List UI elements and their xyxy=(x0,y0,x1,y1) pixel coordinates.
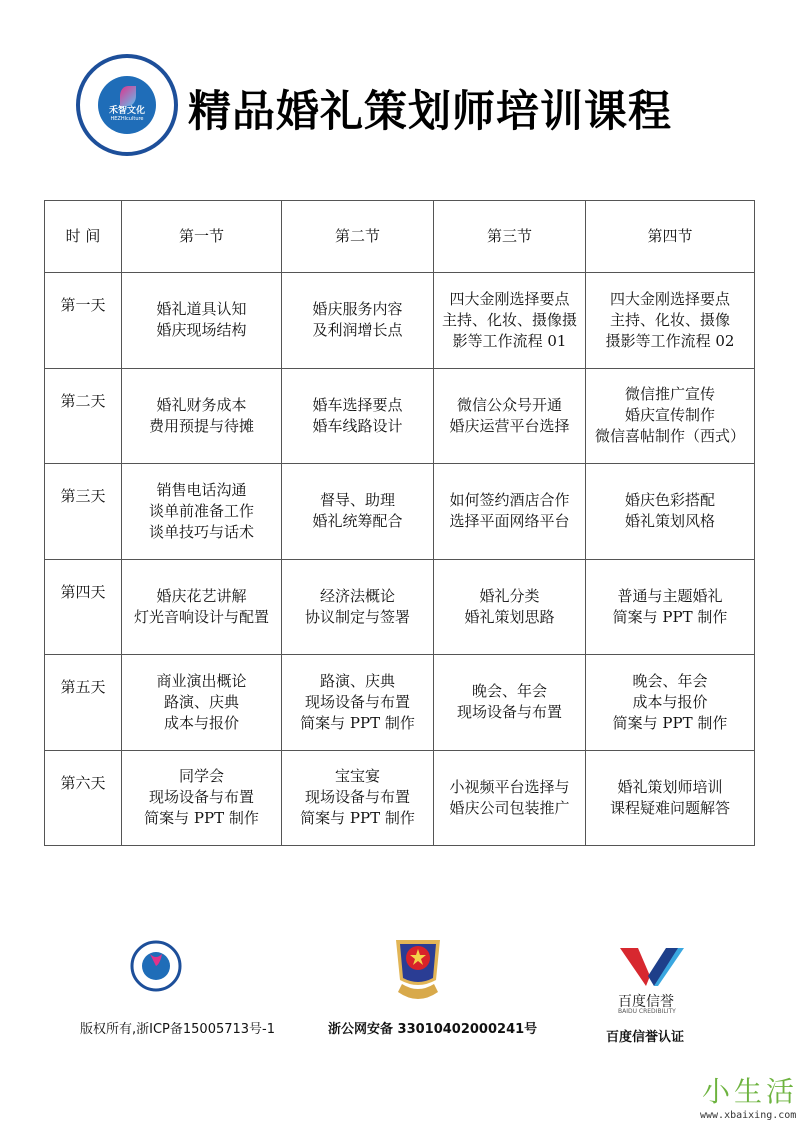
session-cell xyxy=(434,750,586,846)
session-line: 婚礼道具认知 xyxy=(156,300,247,319)
baidu-logo-text: 百度信誉 xyxy=(618,994,674,1010)
session-line: 课程疑难问题解答 xyxy=(609,798,730,817)
session-line: 婚车线路设计 xyxy=(312,416,403,435)
session-line: 宝宝宴 xyxy=(334,767,380,786)
session-line: 四大金刚选择要点 xyxy=(609,289,730,308)
session-line: 简案与 PPT 制作 xyxy=(612,713,728,732)
session-cell xyxy=(122,750,282,846)
session-line: 摄影等工作流程 02 xyxy=(605,331,735,350)
session-line: 现场设备与布置 xyxy=(456,703,562,722)
session-line: 婚庆服务内容 xyxy=(312,300,403,319)
copyright-text: 版权所有,浙ICP备15005713号-1 xyxy=(80,1022,276,1037)
watermark-url: www.xbaixing.com xyxy=(700,1110,797,1121)
session-line: 经济法概论 xyxy=(319,586,395,605)
session-line: 成本与报价 xyxy=(632,692,708,711)
session-line: 简案与 PPT 制作 xyxy=(612,607,728,626)
session-line: 费用预提与待摊 xyxy=(148,416,254,435)
session-line: 婚庆公司包装推广 xyxy=(449,798,570,817)
session-cell xyxy=(586,655,755,751)
session-line: 主持、化妆、摄像 xyxy=(609,310,730,329)
session-line: 婚庆色彩搭配 xyxy=(624,491,715,510)
session-line: 微信喜帖制作（西式） xyxy=(594,427,745,446)
session-cell xyxy=(122,368,282,464)
session-cell xyxy=(586,559,755,655)
session-line: 成本与报价 xyxy=(163,713,239,732)
baidu-en-text: BAIDU CREDIBILITY xyxy=(618,1008,676,1015)
session-line: 婚礼财务成本 xyxy=(156,395,247,414)
column-header: 第四节 xyxy=(586,201,755,273)
session-cell xyxy=(122,464,282,560)
session-cell xyxy=(122,655,282,751)
session-cell xyxy=(282,464,434,560)
session-line: 主持、化妆、摄像摄 xyxy=(441,310,577,329)
session-line: 同学会 xyxy=(178,767,224,786)
watermark xyxy=(680,1070,798,1121)
police-emblem-icon xyxy=(388,934,448,1006)
session-line: 及利润增长点 xyxy=(312,321,403,340)
watermark-text: 小生活 xyxy=(702,1075,799,1108)
session-line: 影等工作流程 01 xyxy=(452,331,567,350)
baidu-credibility-icon xyxy=(620,948,684,988)
table-row xyxy=(45,368,755,464)
session-cell xyxy=(282,559,434,655)
session-line: 如何签约酒店合作 xyxy=(449,491,570,510)
session-line: 婚车选择要点 xyxy=(312,395,403,414)
column-header: 第一节 xyxy=(122,201,282,273)
company-logo-small xyxy=(130,940,182,1012)
day-label: 第六天 xyxy=(45,750,122,846)
session-line: 普通与主题婚礼 xyxy=(617,586,723,605)
session-line: 小视频平台选择与 xyxy=(449,777,570,796)
session-cell xyxy=(282,368,434,464)
session-line: 婚庆现场结构 xyxy=(156,321,247,340)
session-line: 微信公众号开通 xyxy=(456,395,562,414)
table-row xyxy=(45,464,755,560)
session-cell xyxy=(122,559,282,655)
session-line: 晚会、年会 xyxy=(632,671,708,690)
session-cell xyxy=(282,273,434,369)
column-header: 时 间 xyxy=(45,201,122,273)
session-line: 婚庆花艺讲解 xyxy=(156,586,247,605)
session-line: 晚会、年会 xyxy=(471,682,547,701)
session-cell xyxy=(434,559,586,655)
company-logo: 禾智文化 HEZHIculture xyxy=(76,54,178,156)
column-header: 第二节 xyxy=(282,201,434,273)
session-line: 现场设备与布置 xyxy=(304,788,410,807)
table-row xyxy=(45,559,755,655)
session-line: 婚礼分类 xyxy=(479,586,540,605)
session-line: 简案与 PPT 制作 xyxy=(144,809,259,828)
session-line: 销售电话沟通 xyxy=(156,480,247,499)
session-line: 选择平面网络平台 xyxy=(449,512,570,531)
session-cell xyxy=(282,750,434,846)
session-line: 婚庆宣传制作 xyxy=(624,406,715,425)
session-line: 婚礼统筹配合 xyxy=(312,512,403,531)
session-cell xyxy=(282,655,434,751)
session-line: 简案与 PPT 制作 xyxy=(300,713,415,732)
session-cell xyxy=(586,273,755,369)
session-line: 婚礼策划风格 xyxy=(624,512,715,531)
page-title: 精品婚礼策划师培训课程 xyxy=(188,87,672,137)
session-line: 谈单前准备工作 xyxy=(148,501,254,520)
session-line: 现场设备与布置 xyxy=(304,692,410,711)
police-record-text: 浙公网安备 33010402000241号 xyxy=(328,1022,538,1037)
course-schedule-table xyxy=(44,200,755,846)
session-cell xyxy=(434,464,586,560)
session-line: 路演、庆典 xyxy=(319,671,395,690)
session-line: 简案与 PPT 制作 xyxy=(300,809,415,828)
session-line: 谈单技巧与话术 xyxy=(148,522,254,541)
session-line: 四大金刚选择要点 xyxy=(449,289,570,308)
session-cell xyxy=(586,464,755,560)
day-label: 第五天 xyxy=(45,655,122,751)
session-cell xyxy=(586,368,755,464)
session-cell xyxy=(434,655,586,751)
table-row xyxy=(45,273,755,369)
column-header: 第三节 xyxy=(434,201,586,273)
session-cell xyxy=(434,368,586,464)
session-line: 婚礼策划思路 xyxy=(464,607,555,626)
table-row xyxy=(45,655,755,751)
session-line: 督导、助理 xyxy=(319,491,395,510)
day-label: 第三天 xyxy=(45,464,122,560)
session-cell xyxy=(434,273,586,369)
session-line: 微信推广宣传 xyxy=(624,385,715,404)
session-cell xyxy=(586,750,755,846)
session-line: 协议制定与签署 xyxy=(304,607,410,626)
day-label: 第一天 xyxy=(45,273,122,369)
session-line: 现场设备与布置 xyxy=(148,788,254,807)
session-line: 路演、庆典 xyxy=(163,692,239,711)
session-cell xyxy=(122,273,282,369)
baidu-cert-text: 百度信誉认证 xyxy=(606,1030,685,1045)
session-line: 灯光音响设计与配置 xyxy=(133,607,269,626)
session-line: 商业演出概论 xyxy=(156,671,247,690)
day-label: 第四天 xyxy=(45,559,122,655)
session-line: 婚礼策划师培训 xyxy=(617,777,723,796)
session-line: 婚庆运营平台选择 xyxy=(449,416,570,435)
table-row xyxy=(45,750,755,846)
day-label: 第二天 xyxy=(45,368,122,464)
